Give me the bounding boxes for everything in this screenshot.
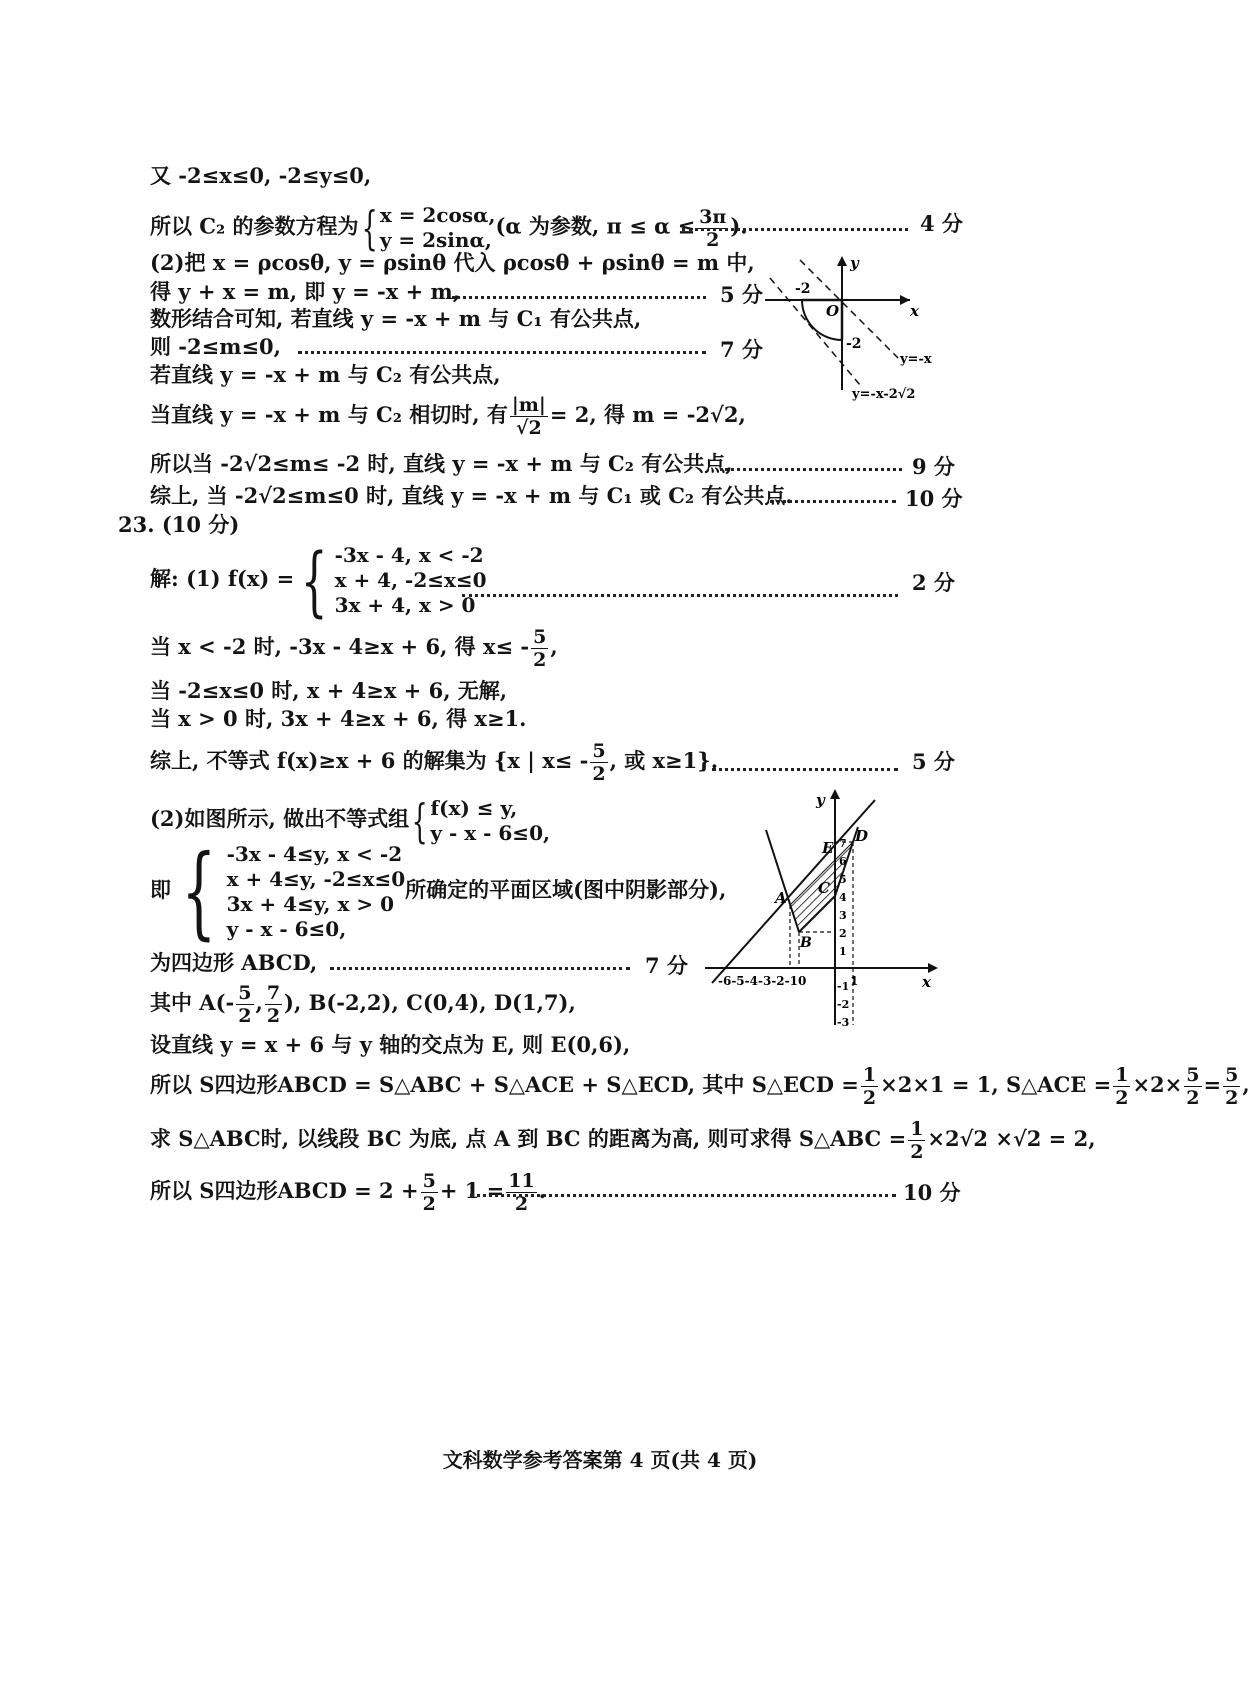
y-tick-label: 6 bbox=[839, 855, 847, 868]
text-line: 得 y + x = m, 即 y = -x + m, bbox=[150, 279, 461, 304]
dot-leader bbox=[682, 228, 908, 231]
text-line: 则 -2≤m≤0, bbox=[150, 334, 281, 359]
score: 7 分 bbox=[645, 953, 688, 978]
text: 所以 S四边形ABCD = 2 + bbox=[150, 1178, 419, 1203]
label-origin: O bbox=[826, 302, 840, 320]
numerator: 1 bbox=[910, 1118, 924, 1140]
text: , bbox=[255, 990, 263, 1015]
score: 7 分 bbox=[720, 337, 763, 362]
text: 其中 A(- bbox=[150, 990, 235, 1015]
numerator: 5 bbox=[422, 1170, 436, 1192]
score: 10 分 bbox=[905, 486, 963, 511]
score: 10 分 bbox=[903, 1180, 961, 1205]
line-y-x-plus-6 bbox=[712, 800, 875, 983]
text-line bbox=[150, 738, 718, 785]
label-y: y bbox=[850, 254, 859, 272]
fraction bbox=[1113, 1064, 1130, 1109]
denominator: 2 bbox=[266, 1005, 281, 1027]
case-row: y - x - 6≤0, bbox=[430, 820, 550, 845]
denominator: 2 bbox=[238, 1005, 252, 1027]
text: ×2×1 = 1, S△ACE = bbox=[880, 1072, 1112, 1097]
numerator: |m| bbox=[511, 394, 546, 416]
text: ), B(-2,2), C(0,4), D(1,7), bbox=[284, 990, 576, 1015]
figure-circle-lines bbox=[760, 250, 960, 410]
fraction bbox=[1223, 1064, 1240, 1109]
text: (2)如图所示, 做出不等式组 bbox=[150, 806, 410, 831]
denominator: 2 bbox=[533, 649, 547, 671]
score: 4 分 bbox=[920, 211, 963, 236]
dot-leader bbox=[452, 296, 706, 299]
text: = 2, 得 m = -2√2, bbox=[549, 402, 746, 427]
case-row: -3x - 4≤y, x < -2 bbox=[226, 841, 403, 866]
question-header: 23. (10 分) bbox=[118, 512, 240, 537]
text-line bbox=[150, 978, 576, 1028]
dot-leader bbox=[470, 1194, 896, 1197]
case-row: x + 4≤y, -2≤x≤0 bbox=[226, 866, 406, 891]
y-tick-label: 7 bbox=[839, 837, 847, 850]
case-row: y - x - 6≤0, bbox=[226, 916, 347, 941]
text: 即 bbox=[150, 877, 171, 902]
case-row: 3x + 4, x > 0 bbox=[334, 593, 476, 617]
score: 2 分 bbox=[912, 570, 955, 595]
text-line bbox=[150, 1114, 1096, 1164]
fraction bbox=[506, 1170, 536, 1215]
fraction bbox=[421, 1170, 438, 1215]
numerator: 11 bbox=[508, 1170, 535, 1192]
fraction bbox=[590, 740, 607, 785]
y-tick-label: -3 bbox=[837, 1016, 850, 1029]
dot-leader bbox=[720, 468, 902, 471]
text: 所确定的平面区域(图中阴影部分), bbox=[405, 877, 727, 902]
text-line: 综上, 当 -2√2≤m≤0 时, 直线 y = -x + m 与 C₁ 或 C₂ 有公共点. bbox=[150, 483, 793, 508]
case-block bbox=[380, 203, 496, 253]
brace: { bbox=[181, 832, 217, 950]
case-row: y = 2sinα, bbox=[379, 228, 492, 252]
dot-leader bbox=[712, 768, 898, 771]
fraction bbox=[908, 1118, 925, 1163]
text-line: 所以当 -2√2≤m≤ -2 时, 直线 y = -x + m 与 C₂ 有公共点, bbox=[150, 451, 733, 476]
score: 5 分 bbox=[720, 282, 763, 307]
dot-leader bbox=[462, 594, 898, 597]
text: ×2√2 ×√2 = 2, bbox=[927, 1126, 1096, 1151]
label-x: x bbox=[910, 302, 919, 320]
text: ). bbox=[730, 213, 748, 239]
label: -2 bbox=[795, 281, 811, 297]
text: (α 为参数, π ≤ α ≤ bbox=[495, 213, 696, 239]
case-block bbox=[335, 543, 487, 618]
dot-leader bbox=[770, 500, 896, 503]
case-block bbox=[430, 796, 550, 846]
x-tick-label: 1 bbox=[850, 974, 859, 988]
text: 综上, 不等式 f(x)≥x + 6 的解集为 {x | x≤ - bbox=[150, 748, 589, 773]
fraction bbox=[236, 982, 253, 1027]
text: 所以 S四边形ABCD = S△ABC + S△ACE + S△ECD, 其中 S△ECD = bbox=[150, 1072, 859, 1097]
text-line: 当 x > 0 时, 3x + 4≥x + 6, 得 x≥1. bbox=[150, 706, 527, 731]
case-row: 3x + 4≤y, x > 0 bbox=[226, 891, 394, 916]
case-row: -3x - 4, x < -2 bbox=[334, 543, 484, 567]
text-line: 为四边形 ABCD, bbox=[150, 950, 318, 975]
fraction bbox=[265, 982, 282, 1027]
denominator: 2 bbox=[862, 1087, 877, 1109]
text-line bbox=[150, 832, 727, 950]
x-axis-arrow bbox=[900, 295, 910, 305]
x-tick-labels: -6-5-4-3-2-10 bbox=[718, 974, 807, 988]
label-point: D bbox=[855, 827, 869, 845]
text-line bbox=[150, 624, 558, 671]
text-line: (2)把 x = ρcosθ, y = ρsinθ 代入 ρcosθ + ρsinθ = m 中, bbox=[150, 250, 755, 275]
text: , bbox=[1242, 1072, 1250, 1097]
text: 当直线 y = -x + m 与 C₂ 相切时, 有 bbox=[150, 402, 508, 427]
case-row: x = 2cosα, bbox=[379, 203, 496, 227]
text: . bbox=[538, 1178, 547, 1203]
y-tick-label: 3 bbox=[839, 909, 847, 922]
fraction bbox=[1184, 1064, 1201, 1109]
text-line: 数形结合可知, 若直线 y = -x + m 与 C₁ 有公共点, bbox=[150, 306, 642, 331]
dot-leader bbox=[330, 967, 630, 970]
text-line: 当 -2≤x≤0 时, x + 4≥x + 6, 无解, bbox=[150, 678, 508, 703]
denominator: 2 bbox=[910, 1141, 924, 1163]
text-line bbox=[150, 1166, 546, 1216]
label-x: x bbox=[922, 973, 931, 991]
text-line bbox=[150, 1060, 1250, 1110]
page-footer: 文科数学参考答案第 4 页(共 4 页) bbox=[442, 1448, 758, 1472]
denominator: 2 bbox=[1115, 1087, 1129, 1109]
y-axis-arrow bbox=[837, 256, 847, 266]
numerator: 5 bbox=[1225, 1064, 1239, 1086]
text: = bbox=[1203, 1072, 1222, 1097]
label-point: C bbox=[818, 879, 830, 897]
denominator: √2 bbox=[515, 417, 542, 439]
y-axis-arrow bbox=[830, 789, 840, 799]
numerator: 5 bbox=[238, 982, 252, 1004]
y-tick-label: -2 bbox=[837, 998, 850, 1011]
text: + 1 = bbox=[439, 1178, 505, 1203]
text: 解: (1) f(x) = bbox=[150, 566, 295, 591]
numerator: 3π bbox=[699, 205, 727, 228]
text-line: 又 -2≤x≤0, -2≤y≤0, bbox=[150, 163, 372, 188]
text-line: 若直线 y = -x + m 与 C₂ 有公共点, bbox=[150, 362, 501, 387]
denominator: 2 bbox=[514, 1193, 529, 1215]
y-tick-label: 1 bbox=[839, 945, 847, 958]
label-y: y bbox=[816, 791, 825, 809]
label-point: E bbox=[822, 839, 834, 857]
text: 所以 C₂ 的参数方程为 bbox=[150, 213, 359, 239]
case-block bbox=[227, 842, 406, 942]
denominator: 2 bbox=[422, 1193, 436, 1215]
text: 求 S△ABC时, 以线段 BC 为底, 点 A 到 BC 的距离为高, 则可求得 S△ABC = bbox=[150, 1126, 907, 1151]
y-tick-label: 5 bbox=[839, 873, 847, 886]
text: , 或 x≥1}. bbox=[609, 748, 719, 773]
numerator: 7 bbox=[266, 982, 281, 1004]
numerator: 5 bbox=[533, 626, 547, 648]
line-tangent bbox=[770, 278, 860, 385]
brace: { bbox=[301, 535, 328, 625]
brace: { bbox=[411, 793, 428, 848]
text-line bbox=[150, 535, 487, 625]
y-tick-label: 2 bbox=[839, 927, 847, 940]
label-point: A bbox=[775, 889, 787, 907]
denominator: 2 bbox=[1186, 1087, 1200, 1109]
text-line bbox=[150, 392, 746, 439]
case-row: f(x) ≤ y, bbox=[430, 795, 518, 820]
score: 9 分 bbox=[912, 454, 955, 479]
numerator: 5 bbox=[1186, 1064, 1200, 1086]
dot-leader bbox=[298, 351, 706, 354]
text: ×2× bbox=[1132, 1072, 1183, 1097]
line-label: y=-x bbox=[900, 352, 932, 367]
denominator: 2 bbox=[1225, 1087, 1239, 1109]
fraction bbox=[861, 1064, 878, 1109]
case-row: x + 4, -2≤x≤0 bbox=[334, 568, 487, 592]
denominator: 2 bbox=[706, 228, 720, 251]
numerator: 1 bbox=[862, 1064, 877, 1086]
brace: { bbox=[361, 201, 378, 255]
x-axis-arrow bbox=[928, 963, 938, 973]
score: 5 分 bbox=[912, 749, 955, 774]
text-line: 设直线 y = x + 6 与 y 轴的交点为 E, 则 E(0,6), bbox=[150, 1032, 631, 1057]
param-equation-line bbox=[150, 203, 748, 253]
text: , bbox=[550, 634, 558, 659]
y-tick-label: -1 bbox=[837, 980, 850, 993]
text: 当 x < -2 时, -3x - 4≥x + 6, 得 x≤ - bbox=[150, 634, 530, 659]
label-point: B bbox=[800, 935, 812, 951]
line-label: y=-x-2√2 bbox=[852, 387, 916, 402]
numerator: 5 bbox=[592, 740, 606, 762]
denominator: 2 bbox=[592, 763, 606, 785]
label: -2 bbox=[846, 336, 862, 352]
figure-region bbox=[700, 785, 950, 1035]
numerator: 1 bbox=[1115, 1064, 1129, 1086]
fraction bbox=[531, 626, 548, 671]
y-tick-label: 4 bbox=[839, 891, 847, 904]
fraction bbox=[510, 394, 548, 439]
